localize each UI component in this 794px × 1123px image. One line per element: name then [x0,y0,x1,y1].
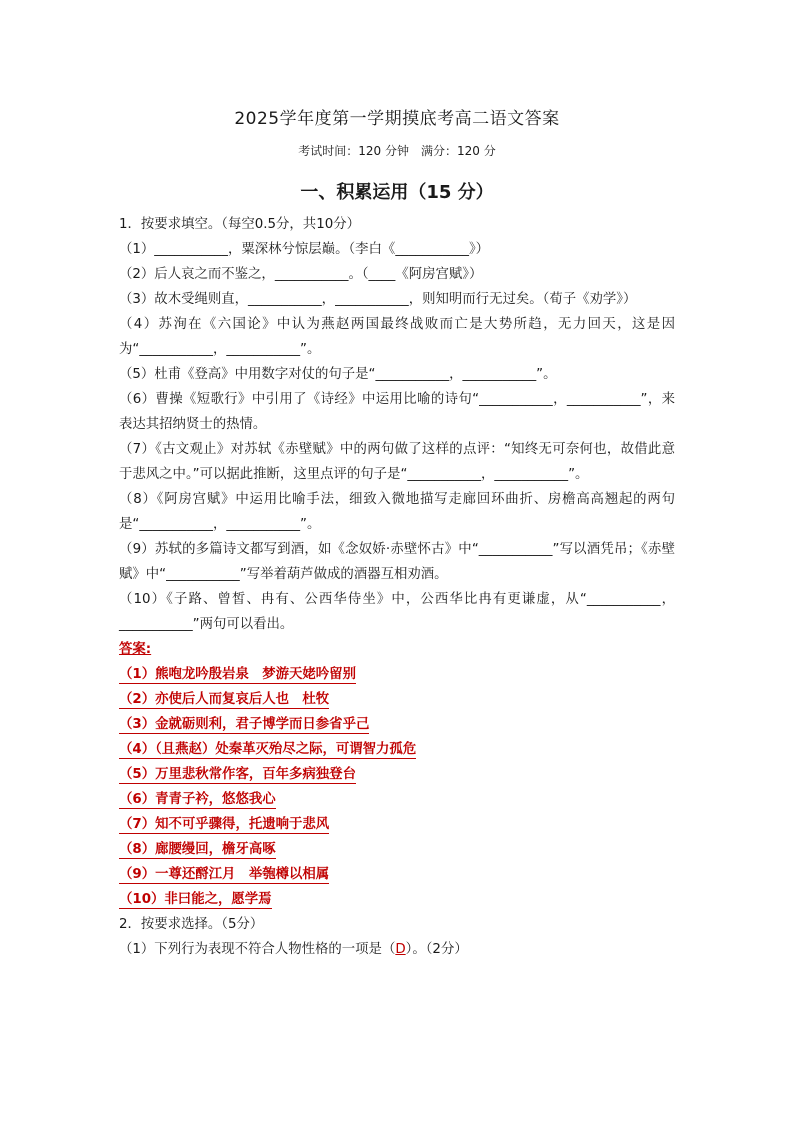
question-2-stem: 2．按要求选择。（5分） [119,917,264,932]
answer-text: （9）一尊还酹江月 举匏樽以相属 [119,867,330,882]
question-1-stem: 1．按要求填空。（每空0.5分，共10分） [119,217,361,232]
answer-item [119,712,675,737]
fill-item-3: （3）故木受绳则直，___________，___________，则知明而行无过矣。（荀子《劝学》） [119,292,637,307]
fill-item-4: （4）苏洵在《六国论》中认为燕赵两国最终战败而亡是大势所趋，无力回天，这是因为“___________，___________”。 [119,317,675,357]
answer-text: （10）非曰能之，愿学焉 [119,892,272,907]
answer-item [119,662,675,687]
sub-question-text: （1）下列行为表现不符合人物性格的一项是（ [119,942,396,957]
answer-text: （3）金就砺则利，君子博学而日参省乎己 [119,717,370,732]
answer-heading: 答案: [119,642,152,657]
fill-item-8: （8）《阿房宫赋》中运用比喻手法，细致入微地描写走廊回环曲折、房檐高高翘起的两句是“___________，___________”。 [119,492,675,532]
answer-text: （5）万里悲秋常作客，百年多病独登台 [119,767,356,782]
choice-answer: D [395,942,406,957]
answer-item [119,887,675,912]
answer-text: （1）熊咆龙吟殷岩泉 梦游天姥吟留别 [119,667,356,682]
answer-item [119,687,675,712]
answer-text: （8）廊腰缦回，檐牙高啄 [119,842,276,857]
fill-item-2: （2）后人哀之而不鉴之，___________。（____《阿房宫赋》） [119,267,483,282]
question-2-sub-1 [119,937,675,962]
fill-item-10: （10）《子路、曾皙、冉有、公西华侍坐》中，公西华比冉有更谦虚，从“___________，___________”两句可以看出。 [119,592,675,632]
answer-item [119,762,675,787]
page-title: 2025学年度第一学期摸底考高二语文答案 [234,109,560,129]
answer-text: （4）（且燕赵）处秦革灭殆尽之际，可谓智力孤危 [119,742,417,757]
fill-item-6: （6）曹操《短歌行》中引用了《诗经》中运用比喻的诗句“___________，___________”，来表达其招纳贤士的热情。 [119,392,675,432]
answer-block [119,637,675,912]
answer-text: （6）青青子衿，悠悠我心 [119,792,276,807]
fill-item-1: （1）___________，粟深林兮惊层巅。（李白《___________》） [119,242,490,257]
answer-item [119,862,675,887]
fill-item-5: （5）杜甫《登高》中用数字对仗的句子是“___________，___________”。 [119,367,557,382]
exam-info: 考试时间：120 分钟 满分：120 分 [298,144,496,158]
answer-text: （2）亦使后人而复哀后人也 杜牧 [119,692,330,707]
answer-text: （7）知不可乎骤得，托遗响于悲风 [119,817,330,832]
section-heading: 一、积累运用（15 分） [300,182,494,203]
answer-item [119,812,675,837]
sub-question-points: ）。（2分） [405,942,468,957]
answer-item [119,837,675,862]
fill-item-7: （7）《古文观止》对苏轼《赤壁赋》中的两句做了这样的点评：“知终无可奈何也，故借此意于悲风之中。”可以据此推断，这里点评的句子是“___________，___________”。 [119,442,675,482]
answer-item [119,737,675,762]
answer-item [119,787,675,812]
question-body [119,212,675,962]
fill-item-9: （9）苏轼的多篇诗文都写到酒，如《念奴娇·赤壁怀古》中“___________”写以酒凭吊；《赤壁赋》中“___________”写举着葫芦做成的酒器互相劝酒。 [119,542,675,582]
